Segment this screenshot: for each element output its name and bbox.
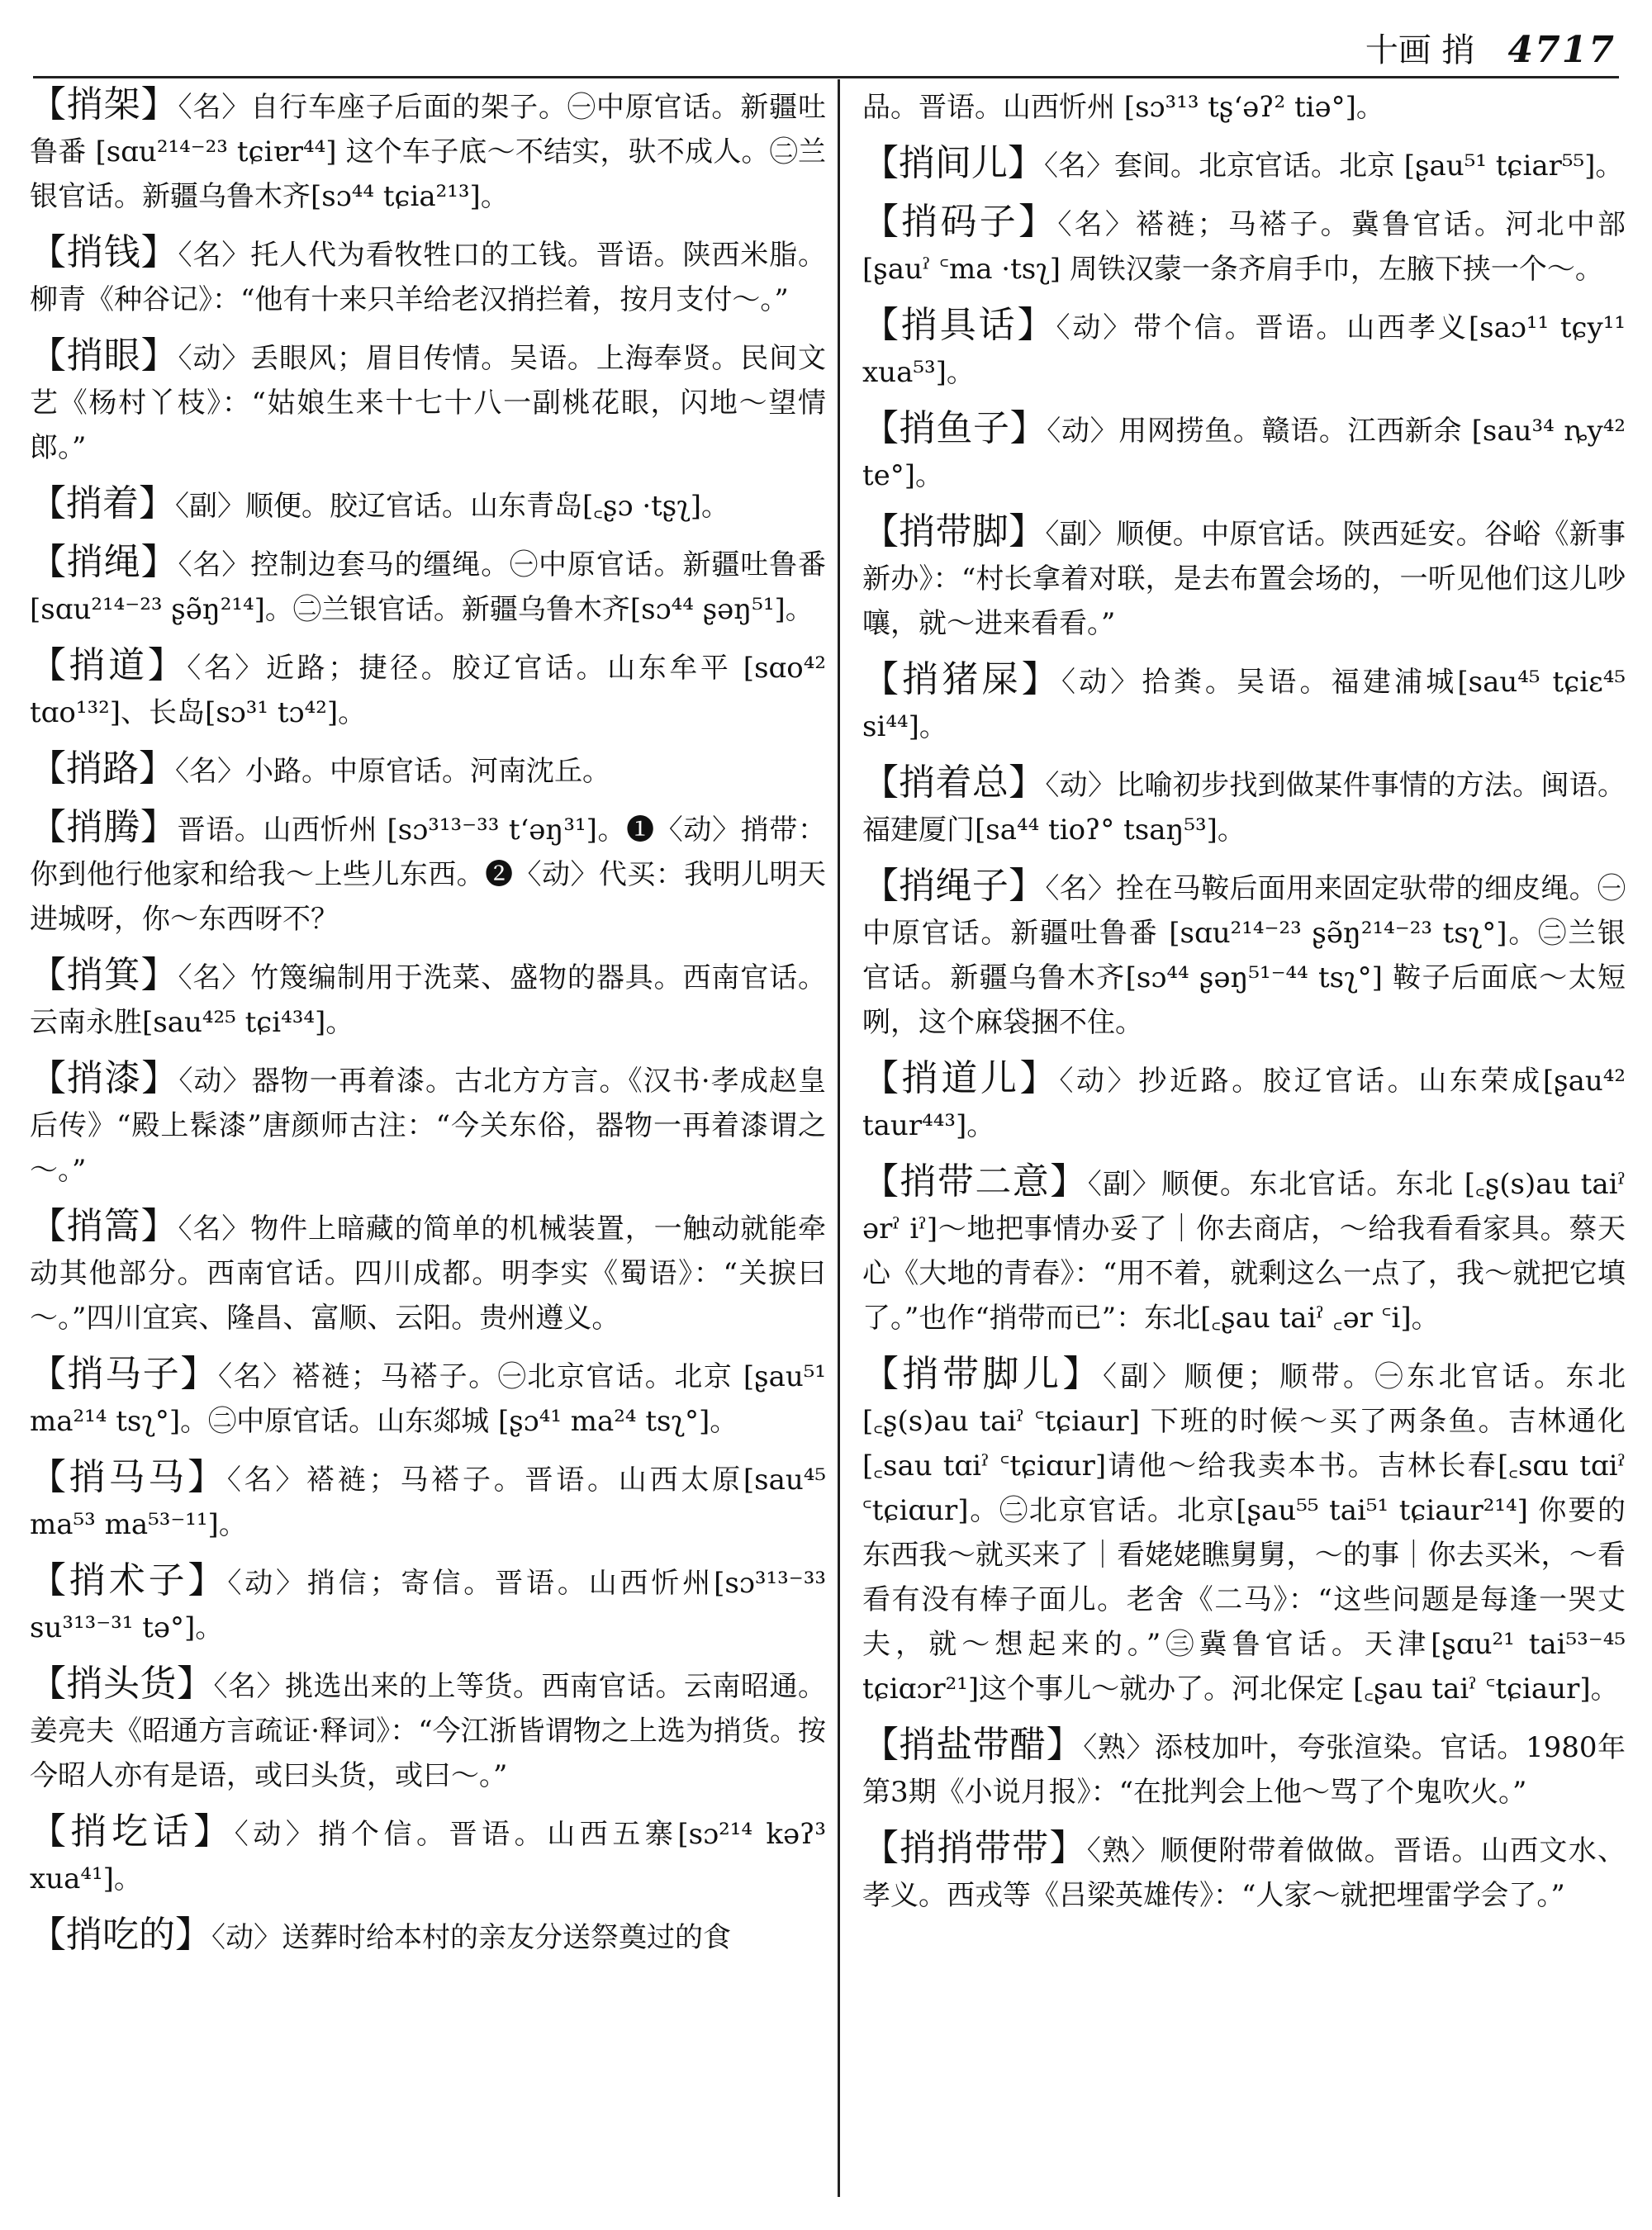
entry — [30, 805, 826, 942]
entry-text: 品。晋语。山西忻州 [sɔ³¹³ tʂʻəʔ² tiə°]。 — [862, 91, 1384, 124]
entry-headword: 【捎绳】 — [30, 541, 178, 583]
entry-headword: 【捎盐带醋】 — [862, 1724, 1084, 1766]
entry-text: 〈名〉褡裢；马褡子。㊀北京官话。北京 [ʂau⁵¹ ma²¹⁴ tsʅ°]。㊁中原官话。山东郯城 [ʂɔ⁴¹ ma²⁴ tsʅ°]。 — [30, 1360, 826, 1438]
entry-headword: 【捎架】 — [30, 83, 178, 126]
entry-headword: 【捎钱】 — [30, 231, 178, 273]
entry-headword: 【捎码子】 — [862, 201, 1058, 243]
entry — [30, 1913, 826, 1960]
entry-headword: 【捎着总】 — [862, 762, 1046, 804]
entry-headword: 【捎圪话】 — [30, 1810, 235, 1853]
entry-headword: 【捎带脚】 — [862, 510, 1046, 553]
page-header — [1365, 21, 1616, 71]
entry-text: 晋语。山西忻州 [sɔ³¹³⁻³³ tʻəŋ³¹]。❶〈动〉捎带：你到他行他家和给我～上些儿东西。❷〈动〉代买：我明儿明天进城呀，你～东西呀不？ — [30, 814, 826, 936]
entry-headword: 【捎道儿】 — [862, 1057, 1060, 1099]
entry-headword: 【捎带脚儿】 — [862, 1353, 1103, 1395]
entry-text: 〈名〉褡裢；马褡子。冀鲁官话。河北中部 [ʂauˀ ꜂ma ·tsʅ] 周铁汉蒙一条齐肩手巾，左腋下挟一个～。 — [862, 208, 1626, 286]
entry-text: 〈名〉拴在马鞍后面用来固定驮带的细皮绳。㊀中原官话。新疆吐鲁番 [sɑu²¹⁴⁻²³ ʂə̃ŋ²¹⁴⁻²³ tsʅ°]。㊁兰银官话。新疆乌鲁木齐[sɔ⁴⁴ ʂəŋ⁵¹⁻⁴⁴ tsʅ°] 鞍子后面底～太短咧，这个麻袋捆不住。 — [862, 872, 1626, 1039]
entry — [862, 510, 1626, 646]
entry-text: 〈名〉物件上暗藏的简单的机械装置，一触动就能牵动其他部分。西南官话。四川成都。明李实《蜀语》：“关捩曰～。”四川宜宾、隆昌、富顺、云阳。贵州遵义。 — [30, 1212, 826, 1335]
entry-text: 〈名〉小路。中原官话。河南沈丘。 — [175, 755, 610, 788]
entry — [862, 141, 1626, 188]
entry-text: 〈副〉顺便；顺带。㊀东北官话。东北 [꜀ʂ(s)au taiˀ ꜂tɕiaur] 下班的时候～买了两条鱼。吉林通化[꜀sau tɑiˀ ꜂tɕiɑur]请他～给我卖本书。吉林长春[꜀sɑu tɑiˀ ꜂tɕiɑur]。㊁北京官话。北京[ʂau⁵⁵ tai⁵¹ tɕiaur²¹⁴] 你要的东西我～就买来了｜看姥姥瞧舅舅，～的事｜你去买米，～看看有没有棒子面儿。老舍《二马》：“这些问题是每逢一哭丈夫，就～想起来的。”㊂冀鲁官话。天津[ʂɑu²¹ tai⁵³⁻⁴⁵ tɕiɑɔr²¹]这个事儿～就办了。河北保定 [꜀ʂau taiˀ ꜂tɕiaur]。 — [862, 1360, 1626, 1706]
entry — [862, 1826, 1626, 1918]
entry — [862, 864, 1626, 1045]
entry-text: 〈动〉送葬时给本村的亲友分送祭奠过的食 — [211, 1921, 731, 1954]
entry-headword: 【捎头货】 — [30, 1663, 214, 1705]
section-label: 十画 捎 — [1365, 31, 1475, 69]
entry — [30, 1455, 826, 1547]
entry-text: 〈名〉套间。北京官话。北京 [ʂau⁵¹ tɕiar⁵⁵]。 — [1044, 149, 1624, 183]
entry-text: 〈熟〉添枝加叶，夸张渲染。官话。1980年第3期《小说月报》：“在批判会上他～骂了个鬼吹火。” — [862, 1731, 1626, 1809]
entry-headword: 【捎道】 — [30, 644, 188, 686]
left-column — [30, 83, 826, 2213]
entry-headword: 【捎篙】 — [30, 1205, 178, 1247]
entry — [862, 406, 1626, 498]
entry-headword: 【捎着】 — [30, 482, 175, 524]
entry — [30, 230, 826, 322]
entry — [30, 482, 826, 529]
entry-headword: 【捎眼】 — [30, 334, 178, 377]
entry-text: 〈动〉捎信；寄信。晋语。山西忻州[sɔ³¹³⁻³³ su³¹³⁻³¹ tə°]。 — [30, 1567, 826, 1644]
entry — [862, 1723, 1626, 1815]
entry-text: 〈副〉顺便。东北官话。东北 [꜀ʂ(s)au taiˀ ərˀ iˀ]～地把事情办妥了｜你去商店，～给我看看家具。蔡天心《大地的青春》：“用不着，就剩这么一点了，我～就把它填了。”也作“捎带而已”：东北[꜀ʂau taiˀ ꜀ər ꜂i]。 — [862, 1168, 1626, 1335]
entry-text: 〈名〉自行车座子后面的架子。㊀中原官话。新疆吐鲁番 [sɑu²¹⁴⁻²³ tɕiɐr⁴⁴] 这个车子底～不结实，驮不成人。㊁兰银官话。新疆乌鲁木齐[sɔ⁴⁴ tɕia²¹³]。 — [30, 91, 826, 213]
entry — [30, 1056, 826, 1193]
entry — [30, 953, 826, 1045]
entry-headword: 【捎马子】 — [30, 1353, 218, 1395]
entry — [862, 200, 1626, 292]
entry-text: 〈名〉竹篾编制用于洗菜、盛物的器具。西南官话。云南永胜[sau⁴²⁵ tɕi⁴³⁴]。 — [30, 961, 826, 1039]
entry — [862, 657, 1626, 749]
entry — [30, 1810, 826, 1901]
entry-text: 〈副〉顺便。胶辽官话。山东青岛[꜀ʂɔ ·tʂʅ]。 — [175, 490, 730, 523]
entry — [30, 83, 826, 219]
entry-text: 〈动〉丢眼风；眉目传情。吴语。上海奉贤。民间文艺《杨村丫枝》：“姑娘生来十七十八一副桃花眼，闪地～望情郎。” — [30, 342, 826, 464]
header-rule — [33, 76, 1619, 78]
entry — [30, 1559, 826, 1650]
entry-headword: 【捎捎带带】 — [862, 1827, 1087, 1869]
entry-text: 〈名〉近路；捷径。胶辽官话。山东牟平 [sɑo⁴² tɑo¹³²]、长岛[sɔ³¹ tɔ⁴²]。 — [30, 652, 826, 729]
entry — [862, 1056, 1626, 1148]
entry-headword: 【捎漆】 — [30, 1057, 179, 1099]
entry-headword: 【捎腾】 — [30, 806, 178, 848]
entry-headword: 【捎带二意】 — [862, 1160, 1088, 1203]
entry — [862, 1160, 1626, 1340]
entry-headword: 【捎术子】 — [30, 1559, 228, 1601]
entry — [30, 1352, 826, 1444]
entry — [30, 747, 826, 794]
entry-text: 〈动〉捎个信。晋语。山西五寨[sɔ²¹⁴ kəʔ³ xua⁴¹]。 — [30, 1818, 826, 1896]
entry-text: 〈名〉托人代为看牧牲口的工钱。晋语。陕西米脂。柳青《种谷记》：“他有十来只羊给老汉捎拦着，按月支付～。” — [30, 239, 826, 316]
entry — [862, 303, 1626, 395]
entry-headword: 【捎吃的】 — [30, 1914, 211, 1956]
page-number: 4717 — [1507, 29, 1616, 71]
entry — [30, 1662, 826, 1798]
entry-text: 〈动〉用网捞鱼。赣语。江西新余 [sau³⁴ ȵy⁴² te°]。 — [862, 415, 1626, 492]
entry-headword: 【捎箕】 — [30, 954, 178, 996]
entry — [862, 761, 1626, 852]
entry-text: 〈动〉带个信。晋语。山西孝义[saɔ¹¹ tɕy¹¹ xua⁵³]。 — [862, 311, 1626, 389]
entry-text: 〈动〉拾粪。吴语。福建浦城[sau⁴⁵ tɕiɛ⁴⁵ si⁴⁴]。 — [862, 666, 1626, 743]
entry-text: 〈名〉控制边套马的缰绳。㊀中原官话。新疆吐鲁番 [sɑu²¹⁴⁻²³ ʂə̃ŋ²¹⁴]。㊁兰银官话。新疆乌鲁木齐[sɔ⁴⁴ ʂəŋ⁵¹]。 — [30, 548, 826, 626]
entry-text: 〈动〉比喻初步找到做某件事情的方法。闽语。福建厦门[sa⁴⁴ tioʔ° tsaŋ⁵³]。 — [862, 769, 1626, 847]
entry — [30, 334, 826, 470]
entry-headword: 【捎具话】 — [862, 304, 1056, 346]
column-divider — [838, 79, 840, 2197]
entry-headword: 【捎鱼子】 — [862, 407, 1047, 449]
entry-text: 〈熟〉顺便附带着做做。晋语。山西文水、孝义。西戎等《吕梁英雄传》：“人家～就把埋雷学会了。” — [862, 1834, 1626, 1912]
entry-headword: 【捎路】 — [30, 747, 175, 790]
entry-headword: 【捎马马】 — [30, 1456, 227, 1498]
entry-text: 〈动〉抄近路。胶辽官话。山东荣成[ʂau⁴² taur⁴⁴³]。 — [862, 1065, 1626, 1142]
entry-headword: 【捎猪屎】 — [862, 658, 1061, 700]
entry-headword: 【捎绳子】 — [862, 865, 1046, 907]
entry-continuation — [862, 83, 1626, 130]
entry-headword: 【捎间儿】 — [862, 142, 1044, 184]
entry-text: 〈名〉挑选出来的上等货。西南官话。云南昭通。姜亮夫《昭通方言疏证·释词》：“今江浙皆谓物之上选为捎货。按今昭人亦有是语，或曰头货，或曰～。” — [30, 1670, 826, 1792]
right-column — [862, 83, 1626, 2213]
entry — [30, 1204, 826, 1340]
entry-text: 〈名〉褡裢；马褡子。晋语。山西太原[sau⁴⁵ ma⁵³ ma⁵³⁻¹¹]。 — [30, 1464, 826, 1541]
entry — [30, 540, 826, 632]
entry — [30, 643, 826, 735]
entry-text: 〈副〉顺便。中原官话。陕西延安。谷峪《新事新办》：“村长拿着对联，是去布置会场的，一听见他们这儿吵嚷，就～进来看看。” — [862, 518, 1626, 640]
entry-text: 〈动〉器物一再着漆。古北方方言。《汉书·孝成赵皇后传》“殿上髹漆”唐颜师古注：“今关东俗，器物一再着漆谓之～。” — [30, 1065, 826, 1187]
entry — [862, 1352, 1626, 1711]
